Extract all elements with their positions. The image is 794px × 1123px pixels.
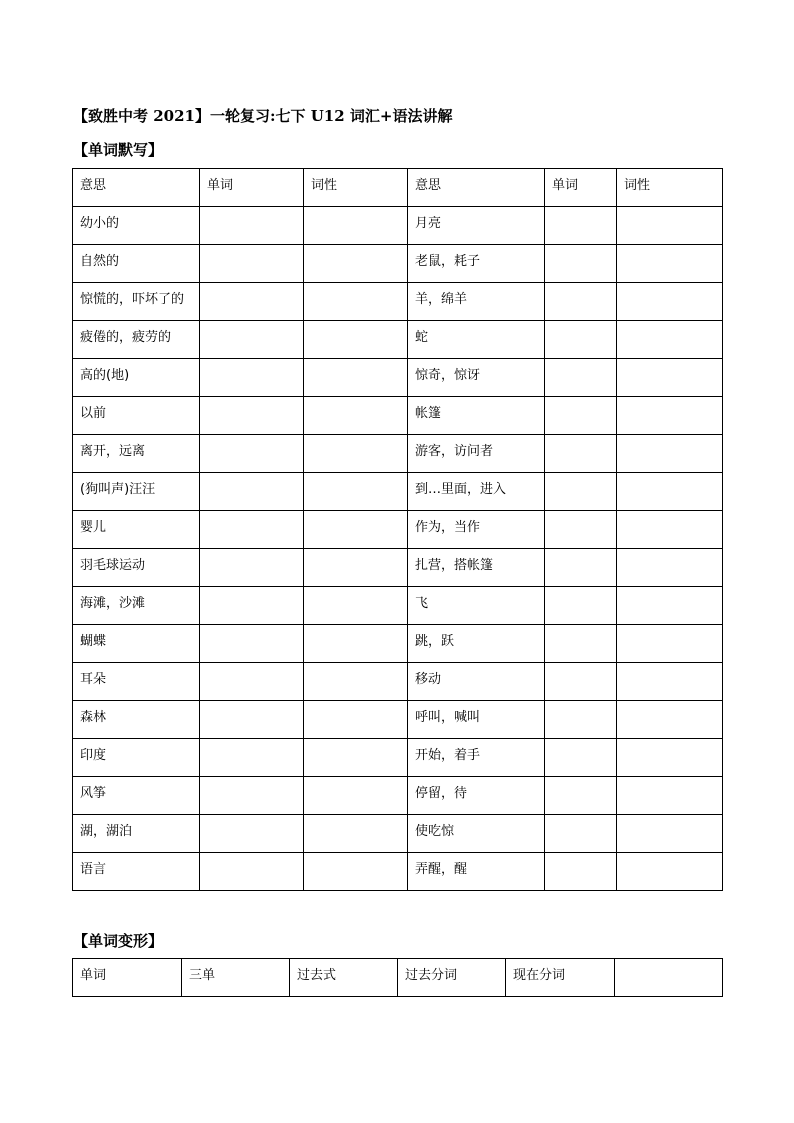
- meaning-cell: 羊，绵羊: [408, 283, 545, 321]
- word-answer-cell: [545, 663, 617, 701]
- table-row: [73, 777, 723, 815]
- word-answer-cell: [200, 321, 304, 359]
- part-of-speech-answer-cell: [304, 701, 408, 739]
- part-of-speech-answer-cell: [304, 473, 408, 511]
- meaning-cell: 湖，湖泊: [73, 815, 200, 853]
- meaning-cell: 森林: [73, 701, 200, 739]
- table-row: [73, 245, 723, 283]
- part-of-speech-answer-cell: [304, 587, 408, 625]
- part-of-speech-answer-cell: [617, 663, 723, 701]
- table-header-cell: 单词: [73, 959, 182, 997]
- meaning-cell: 呼叫，喊叫: [408, 701, 545, 739]
- word-answer-cell: [545, 587, 617, 625]
- table-row: [73, 321, 723, 359]
- table-header-row: [73, 169, 723, 207]
- part-of-speech-answer-cell: [617, 853, 723, 891]
- meaning-cell: 自然的: [73, 245, 200, 283]
- word-answer-cell: [545, 625, 617, 663]
- table-row: [73, 207, 723, 245]
- part-of-speech-answer-cell: [304, 777, 408, 815]
- meaning-cell: (狗叫声)汪汪: [73, 473, 200, 511]
- table-row: [73, 625, 723, 663]
- meaning-cell: 风筝: [73, 777, 200, 815]
- part-of-speech-answer-cell: [304, 397, 408, 435]
- part-of-speech-answer-cell: [617, 321, 723, 359]
- meaning-cell: 印度: [73, 739, 200, 777]
- meaning-cell: 扎营，搭帐篷: [408, 549, 545, 587]
- meaning-cell: 老鼠，耗子: [408, 245, 545, 283]
- word-answer-cell: [200, 815, 304, 853]
- table-row: [73, 435, 723, 473]
- table-row: [73, 815, 723, 853]
- section-heading-word-forms: 【单词变形】: [73, 932, 164, 950]
- part-of-speech-answer-cell: [617, 701, 723, 739]
- part-of-speech-answer-cell: [304, 245, 408, 283]
- table-row: [73, 853, 723, 891]
- part-of-speech-answer-cell: [617, 815, 723, 853]
- word-answer-cell: [200, 587, 304, 625]
- word-answer-cell: [200, 359, 304, 397]
- word-answer-cell: [545, 815, 617, 853]
- meaning-cell: 月亮: [408, 207, 545, 245]
- meaning-cell: 高的(地): [73, 359, 200, 397]
- meaning-cell: 弄醒，醒: [408, 853, 545, 891]
- part-of-speech-answer-cell: [304, 207, 408, 245]
- part-of-speech-answer-cell: [617, 549, 723, 587]
- word-answer-cell: [545, 359, 617, 397]
- part-of-speech-answer-cell: [617, 625, 723, 663]
- word-answer-cell: [200, 435, 304, 473]
- meaning-cell: 蛇: [408, 321, 545, 359]
- meaning-cell: 游客，访问者: [408, 435, 545, 473]
- word-forms-table: [72, 958, 723, 997]
- table-row: [73, 701, 723, 739]
- word-answer-cell: [545, 321, 617, 359]
- part-of-speech-answer-cell: [304, 739, 408, 777]
- meaning-cell: 移动: [408, 663, 545, 701]
- word-answer-cell: [545, 283, 617, 321]
- table-row: [73, 511, 723, 549]
- table-header-cell: 过去式: [290, 959, 398, 997]
- part-of-speech-answer-cell: [617, 435, 723, 473]
- table-row: [73, 739, 723, 777]
- word-answer-cell: [200, 207, 304, 245]
- word-answer-cell: [545, 739, 617, 777]
- meaning-cell: 羽毛球运动: [73, 549, 200, 587]
- word-answer-cell: [545, 245, 617, 283]
- meaning-cell: 飞: [408, 587, 545, 625]
- table-header-cell: 词性: [304, 169, 408, 207]
- part-of-speech-answer-cell: [617, 397, 723, 435]
- table-header-cell: [615, 959, 723, 997]
- word-answer-cell: [545, 549, 617, 587]
- word-answer-cell: [545, 397, 617, 435]
- part-of-speech-answer-cell: [617, 587, 723, 625]
- part-of-speech-answer-cell: [617, 777, 723, 815]
- word-answer-cell: [545, 435, 617, 473]
- part-of-speech-answer-cell: [617, 511, 723, 549]
- table-header-cell: 过去分词: [398, 959, 506, 997]
- table-row: [73, 359, 723, 397]
- vocab-dictation-table: [72, 168, 723, 891]
- table-row: [73, 587, 723, 625]
- part-of-speech-answer-cell: [304, 815, 408, 853]
- document-title: 【致胜中考 2021】一轮复习:七下 U12 词汇+语法讲解: [73, 107, 453, 125]
- part-of-speech-answer-cell: [304, 663, 408, 701]
- word-answer-cell: [200, 245, 304, 283]
- table-row: [73, 549, 723, 587]
- word-answer-cell: [200, 739, 304, 777]
- word-answer-cell: [200, 777, 304, 815]
- meaning-cell: 疲倦的，疲劳的: [73, 321, 200, 359]
- meaning-cell: 耳朵: [73, 663, 200, 701]
- word-answer-cell: [545, 853, 617, 891]
- table-header-cell: 单词: [200, 169, 304, 207]
- part-of-speech-answer-cell: [304, 511, 408, 549]
- part-of-speech-answer-cell: [304, 625, 408, 663]
- part-of-speech-answer-cell: [617, 245, 723, 283]
- table-row: [73, 397, 723, 435]
- word-answer-cell: [200, 625, 304, 663]
- word-answer-cell: [545, 207, 617, 245]
- section-heading-dictation: 【单词默写】: [73, 141, 164, 159]
- table-header-cell: 词性: [617, 169, 723, 207]
- part-of-speech-answer-cell: [304, 853, 408, 891]
- table-header-cell: 现在分词: [506, 959, 615, 997]
- meaning-cell: 惊慌的，吓坏了的: [73, 283, 200, 321]
- meaning-cell: 海滩，沙滩: [73, 587, 200, 625]
- part-of-speech-answer-cell: [617, 359, 723, 397]
- word-answer-cell: [545, 511, 617, 549]
- part-of-speech-answer-cell: [304, 321, 408, 359]
- table-row: [73, 959, 723, 997]
- part-of-speech-answer-cell: [617, 473, 723, 511]
- word-answer-cell: [200, 473, 304, 511]
- table-header-cell: 意思: [408, 169, 545, 207]
- table-header-cell: 单词: [545, 169, 617, 207]
- meaning-cell: 开始，着手: [408, 739, 545, 777]
- table-header-cell: 三单: [182, 959, 290, 997]
- meaning-cell: 跳，跃: [408, 625, 545, 663]
- meaning-cell: 惊奇，惊讶: [408, 359, 545, 397]
- part-of-speech-answer-cell: [617, 283, 723, 321]
- part-of-speech-answer-cell: [617, 207, 723, 245]
- table-row: [73, 473, 723, 511]
- meaning-cell: 离开，远离: [73, 435, 200, 473]
- word-answer-cell: [545, 701, 617, 739]
- meaning-cell: 到…里面，进入: [408, 473, 545, 511]
- word-answer-cell: [545, 777, 617, 815]
- part-of-speech-answer-cell: [304, 359, 408, 397]
- part-of-speech-answer-cell: [304, 283, 408, 321]
- part-of-speech-answer-cell: [617, 739, 723, 777]
- meaning-cell: 使吃惊: [408, 815, 545, 853]
- part-of-speech-answer-cell: [304, 435, 408, 473]
- meaning-cell: 作为，当作: [408, 511, 545, 549]
- meaning-cell: 蝴蝶: [73, 625, 200, 663]
- meaning-cell: 帐篷: [408, 397, 545, 435]
- table-row: [73, 283, 723, 321]
- word-answer-cell: [200, 701, 304, 739]
- table-header-cell: 意思: [73, 169, 200, 207]
- word-answer-cell: [200, 511, 304, 549]
- word-answer-cell: [200, 853, 304, 891]
- meaning-cell: 语言: [73, 853, 200, 891]
- meaning-cell: 以前: [73, 397, 200, 435]
- word-answer-cell: [545, 473, 617, 511]
- meaning-cell: 幼小的: [73, 207, 200, 245]
- word-answer-cell: [200, 549, 304, 587]
- meaning-cell: 停留，待: [408, 777, 545, 815]
- part-of-speech-answer-cell: [304, 549, 408, 587]
- word-answer-cell: [200, 397, 304, 435]
- table-row: [73, 663, 723, 701]
- word-answer-cell: [200, 663, 304, 701]
- word-answer-cell: [200, 283, 304, 321]
- meaning-cell: 婴儿: [73, 511, 200, 549]
